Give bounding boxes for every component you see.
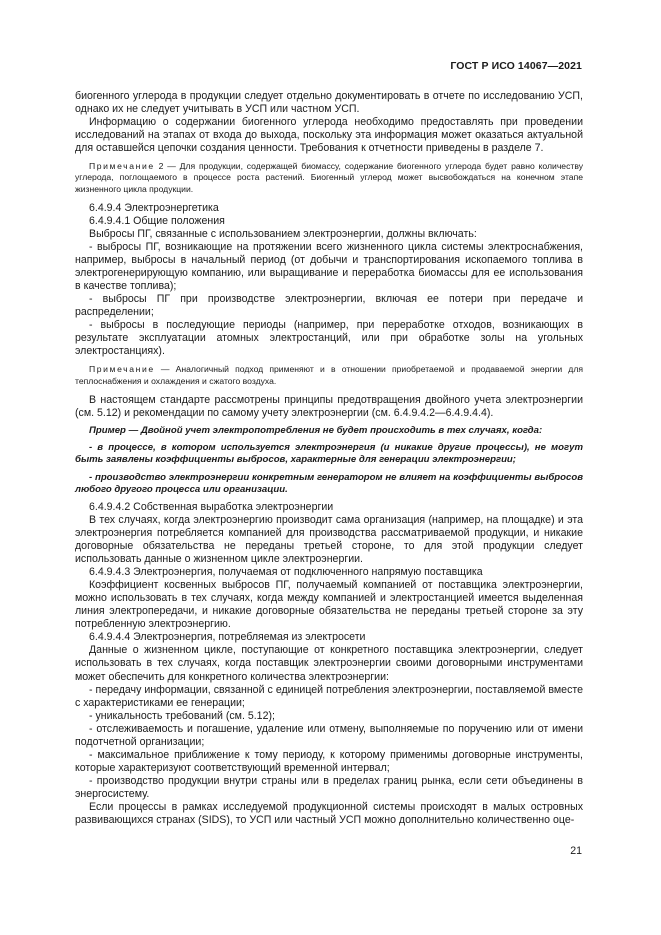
note <box>75 161 583 195</box>
document-body <box>75 90 583 827</box>
list-item: - уникальность требований (см. 5.12); <box>89 709 275 722</box>
paragraph: Информацию о содержании биогенного углерода необходимо предоставлять при проведении исследований на этапах от входа до выхода, поскольку эта информация может оказаться актуальной для оставшейся цепочки создания ценности. Требования к отчетности приведены в разделе 7. <box>75 116 583 155</box>
example-item: - производство электроэнергии конкретным генератором не влияет на коэффициенты выбросов любого другого процесса или организации. <box>75 471 583 495</box>
list-item: - максимальное приближение к тому периоду, к которому применимы договорные инструменты, которые характеризуют соответствующий временной интервал; <box>75 748 583 774</box>
page-number: 21 <box>570 845 582 857</box>
note-label: Примечание <box>89 161 155 172</box>
paragraph: Если процессы в рамках исследуемой продукционной системы происходят в малых островных развивающихся странах (SIDS), то УСП или частный УСП можно дополнительно количественно оце- <box>75 801 583 827</box>
list-item: - выбросы в последующие периоды (например, при переработке отходов, возникающих в результате эксплуатации атомных электростанций, или при обработке золы на угольных электростанциях). <box>75 319 583 358</box>
example: Пример — Двойной учет электропотребления не будет происходить в тех случаях, когда: <box>89 424 543 436</box>
section-heading: 6.4.9.4 Электроэнергетика <box>89 201 219 214</box>
section-heading: 6.4.9.4.2 Собственная выработка электроэнергии <box>89 500 334 513</box>
note-label: Примечание <box>89 364 155 375</box>
list-item: - выбросы ПГ при производстве электроэнергии, включая ее потери при передаче и распределении; <box>75 293 583 319</box>
paragraph: Выбросы ПГ, связанные с использованием электроэнергии, должны включать: <box>89 227 477 240</box>
section-heading: 6.4.9.4.3 Электроэнергия, получаемая от подключенного напрямую поставщика <box>89 566 483 579</box>
paragraph: Данные о жизненном цикле, поступающие от конкретного поставщика электроэнергии, следует использовать в тех случаях, когда поставщик электроэнергии своими договорными инструментами может обеспечить для конкретного количества электроэнергии: <box>75 644 583 683</box>
paragraph: В настоящем стандарте рассмотрены принципы предотвращения двойного учета электроэнергии (см. 5.12) и рекомендации по самому учету электроэнергии (см. 6.4.9.4.2—6.4.9.4.4). <box>75 393 583 419</box>
section-heading: 6.4.9.4.4 Электроэнергия, потребляемая из электросети <box>89 631 366 644</box>
section-heading: 6.4.9.4.1 Общие положения <box>89 214 225 227</box>
list-item: - производство продукции внутри страны или в пределах границ рынка, если сети объединены в энергосистему. <box>75 774 583 800</box>
list-item: - отслеживаемость и погашение, удаление или отмену, выполняемые по поручению или от имени подотчетной организации; <box>75 722 583 748</box>
note-text: — Аналогичный подход применяют и в отношении приобретаемой и продаваемой энергии для теплоснабжения и охлаждения и сжатого воздуха. <box>75 364 583 386</box>
note-text: 2 — Для продукции, содержащей биомассу, содержание биогенного углерода будет равно количеству углерода, поглощаемого в процессе роста растений. Биогенный углерод может высвобождаться на конечном этапе жизненного цикла продукции. <box>75 161 583 194</box>
note <box>75 364 583 386</box>
list-item: - передачу информации, связанной с единицей потребления электроэнергии, поставляемой вместе с характеристиками ее генерации; <box>75 683 583 709</box>
example-item: - в процессе, в котором используется электроэнергия (и никакие другие процессы), не могут быть заявлены коэффициенты выбросов, характерные для генерации электроэнергии; <box>75 442 583 466</box>
paragraph: Коэффициент косвенных выбросов ПГ, получаемый компанией от поставщика электроэнергии, можно использовать в тех случаях, когда между компанией и электростанцией имеется выделенная линия электропередачи, и никакие договорные обязательства не переданы третьей стороне за эту потребленную электроэнергию. <box>75 579 583 631</box>
paragraph: биогенного углерода в продукции следует отдельно документировать в отчете по исследованию УСП, однако их не следует учитывать в УСП или частном УСП. <box>75 90 583 116</box>
paragraph: В тех случаях, когда электроэнергию производит сама организация (например, на площадке) и эта электроэнергия потребляется компанией для производства рассматриваемой продукции, и никакие договорные обязательства не переданы третьей стороне, то для этой продукции следует использовать данные о жизненном цикле электроэнергии. <box>75 513 583 566</box>
document-header: ГОСТ Р ИСО 14067—2021 <box>450 60 582 72</box>
list-item: - выбросы ПГ, возникающие на протяжении всего жизненного цикла системы электроснабжения, например, выбросы в начальный период (от добычи и транспортирования ископаемого топлива в электрогенерирующую компанию, или выращивание и переработка биомассы для ее использования в качестве топлива); <box>75 240 583 293</box>
